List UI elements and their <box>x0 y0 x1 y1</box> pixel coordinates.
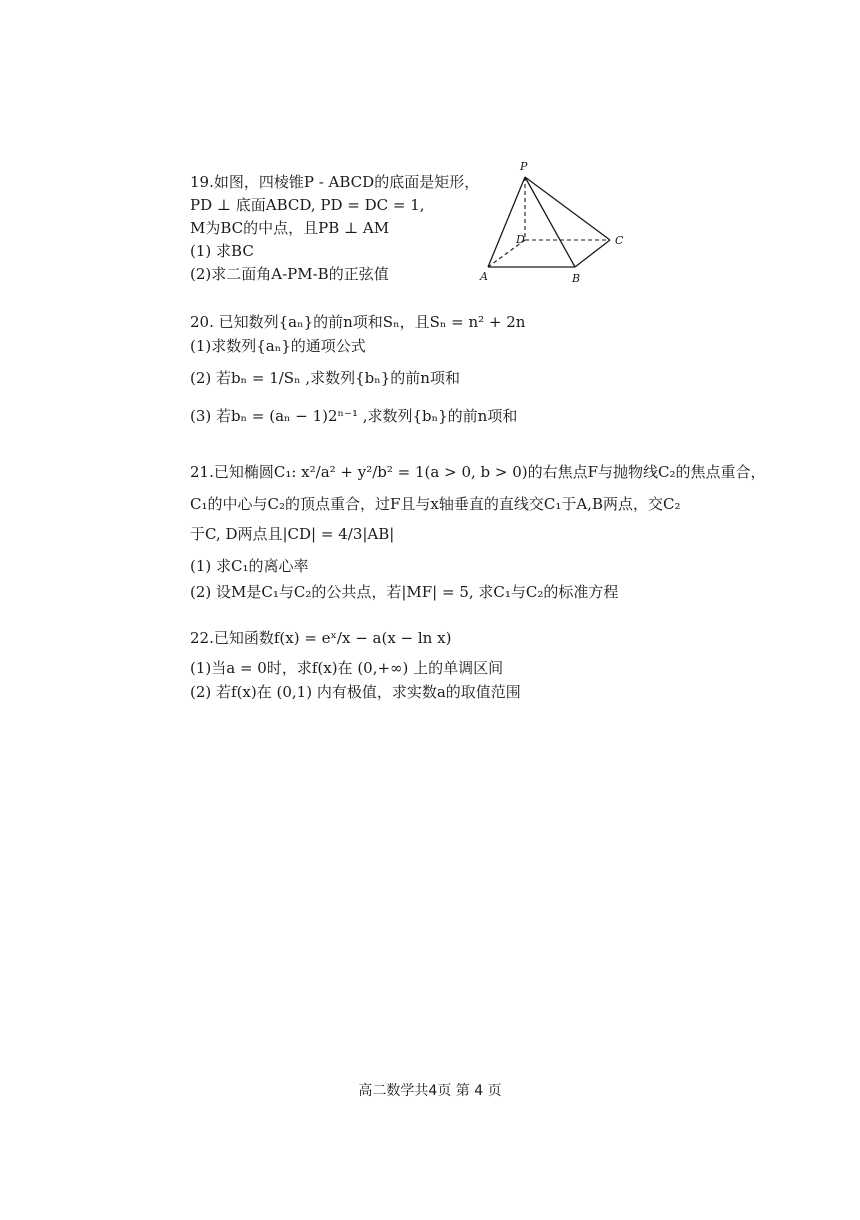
pyramid-figure <box>470 155 640 290</box>
q21-line-1: 21.已知椭圆C₁: x²/a² + y²/b² = 1(a > 0, b > 0)的右焦点F与抛物线C₂的焦点重合， <box>190 463 766 481</box>
vertex-label-d: D <box>516 233 525 246</box>
q19-part-2: (2)求二面角A-PM-B的正弦值 <box>190 265 389 283</box>
vertex-label-b: B <box>572 272 581 285</box>
q21-part-2: (2) 设M是C₁与C₂的公共点，若|MF| = 5, 求C₁与C₂的标准方程 <box>190 583 619 601</box>
q20-line-1: 20. 已知数列{aₙ}的前n项和Sₙ，且Sₙ = n² + 2n <box>190 313 526 331</box>
vertex-label-c: C <box>615 234 624 247</box>
page-footer: 高二数学共4页 第 4 页 <box>358 1083 502 1099</box>
q21-part-1: (1) 求C₁的离心率 <box>190 557 309 575</box>
q20-part-1: (1)求数列{aₙ}的通项公式 <box>190 337 366 355</box>
q20-part-3: (3) 若bₙ = (aₙ − 1)2ⁿ⁻¹ ,求数列{bₙ}的前n项和 <box>190 407 518 425</box>
vertex-label-a: A <box>480 270 488 283</box>
q20-part-2: (2) 若bₙ = 1/Sₙ ,求数列{bₙ}的前n项和 <box>190 369 460 387</box>
q21-line-3: 于C, D两点且|CD| = 4/3|AB| <box>190 525 395 543</box>
q19-line-1: 19.如图，四棱锥P - ABCD的底面是矩形， <box>190 173 480 191</box>
q22-line-1: 22.已知函数f(x) = eˣ/x − a(x − ln x) <box>190 629 452 647</box>
q22-part-1: (1)当a = 0时，求f(x)在 (0,+∞) 上的单调区间 <box>190 659 504 677</box>
vertex-label-p: P <box>520 160 528 173</box>
q19-line-2: PD ⊥ 底面ABCD, PD = DC = 1, <box>190 196 425 214</box>
q22-part-2: (2) 若f(x)在 (0,1) 内有极值，求实数a的取值范围 <box>190 683 521 701</box>
q19-line-3: M为BC的中点，且PB ⊥ AM <box>190 219 390 237</box>
q21-line-2: C₁的中心与C₂的顶点重合，过F且与x轴垂直的直线交C₁于A,B两点，交C₂ <box>190 495 681 513</box>
q19-part-1: (1) 求BC <box>190 242 254 260</box>
pyramid-diagram <box>470 155 640 290</box>
